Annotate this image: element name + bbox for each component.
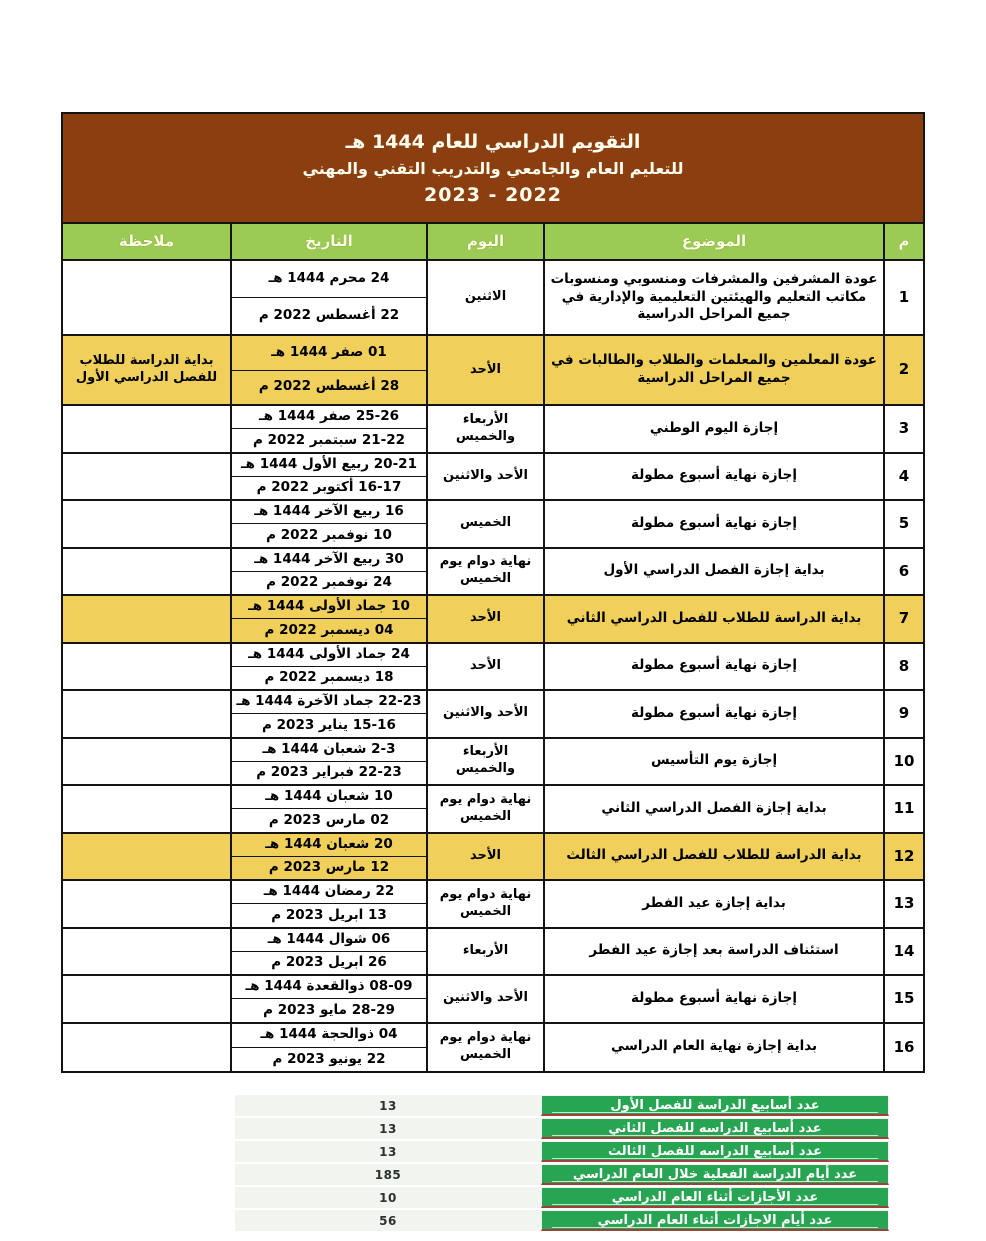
subject-cell: إجازة نهاية أسبوع مطولة — [543, 644, 883, 690]
summary-row — [61, 1095, 925, 1116]
row-number: 13 — [883, 881, 923, 927]
table-row — [63, 261, 923, 336]
gregorian-date: 28 أغسطس 2022 م — [258, 378, 400, 395]
table-row — [63, 739, 923, 787]
note-cell — [63, 881, 230, 927]
col-header-date: التاريخ — [230, 224, 426, 259]
row-number: 10 — [883, 739, 923, 785]
note-cell — [63, 501, 230, 547]
note-cell — [63, 739, 230, 785]
day-cell: الأحد والاثنين — [426, 454, 543, 500]
summary-row — [61, 1210, 925, 1231]
date-cell — [230, 644, 426, 690]
day-cell: الأحد والاثنين — [426, 691, 543, 737]
note-cell — [63, 644, 230, 690]
table-row — [63, 549, 923, 597]
hijri-date: 2-3 شعبان 1444 هـ — [232, 739, 426, 762]
summary-spacer — [889, 1164, 925, 1185]
calendar-table — [61, 112, 925, 1073]
subject-cell: إجازة نهاية أسبوع مطولة — [543, 454, 883, 500]
row-number: 7 — [883, 596, 923, 642]
subject-cell: إجازة يوم التأسيس — [543, 739, 883, 785]
hijri-date: 30 ربيع الآخر 1444 هـ — [232, 549, 426, 572]
note-cell — [63, 786, 230, 832]
note-cell — [63, 596, 230, 642]
summary-label: عدد أسابيع الدراسة للفصل الأول — [541, 1095, 889, 1116]
summary-row — [61, 1118, 925, 1139]
table-row — [63, 406, 923, 454]
title-line-2: للتعليم العام والجامعي والتدريب التقني والمهني — [302, 158, 684, 178]
table-row — [63, 834, 923, 882]
table-row — [63, 691, 923, 739]
summary-row — [61, 1187, 925, 1208]
note-cell — [63, 976, 230, 1022]
gregorian-date: 10 نوفمبر 2022 م — [266, 526, 392, 543]
row-number: 14 — [883, 929, 923, 975]
hijri-date: 10 شعبان 1444 هـ — [232, 786, 426, 809]
subject-cell: بداية إجازة الفصل الدراسي الثاني — [543, 786, 883, 832]
note-cell — [63, 549, 230, 595]
hijri-date: 01 صفر 1444 هـ — [232, 336, 426, 371]
table-body — [63, 261, 923, 1071]
summary-table — [61, 1095, 925, 1233]
table-row — [63, 976, 923, 1024]
subject-cell: بداية إجازة نهاية العام الدراسي — [543, 1024, 883, 1072]
hijri-date: 22-23 جماد الآخرة 1444 هـ — [232, 691, 426, 714]
day-cell: الأربعاء والخميس — [426, 739, 543, 785]
summary-label: عدد أيام الدراسة الفعلية خلال العام الدراسي — [541, 1164, 889, 1185]
gregorian-date: 24 نوفمبر 2022 م — [266, 574, 392, 591]
summary-value: 13 — [235, 1095, 541, 1116]
calendar-title-banner — [63, 114, 923, 224]
date-cell — [230, 454, 426, 500]
summary-value: 13 — [235, 1141, 541, 1162]
subject-cell: عودة المشرفين والمشرفات ومنسوبي ومنسوبات مكاتب التعليم والهيئتين التعليمية والإدارية في جميع المراحل الدراسية — [543, 261, 883, 334]
hijri-date: 04 ذوالحجة 1444 هـ — [232, 1024, 426, 1048]
day-cell: نهاية دوام يوم الخميس — [426, 881, 543, 927]
day-cell: نهاية دوام يوم الخميس — [426, 549, 543, 595]
date-cell — [230, 261, 426, 334]
summary-label: عدد أسابيع الدراسه للفصل الثاني — [541, 1118, 889, 1139]
day-cell: الأربعاء والخميس — [426, 406, 543, 452]
row-number: 16 — [883, 1024, 923, 1072]
table-row — [63, 644, 923, 692]
col-header-num: م — [883, 224, 923, 259]
date-cell — [230, 596, 426, 642]
row-number: 6 — [883, 549, 923, 595]
table-row — [63, 501, 923, 549]
date-cell — [230, 406, 426, 452]
gregorian-date: 12 مارس 2023 م — [268, 859, 390, 876]
gregorian-date: 26 ابريل 2023 م — [271, 954, 387, 971]
date-cell — [230, 834, 426, 880]
day-cell: الخميس — [426, 501, 543, 547]
day-cell: الأحد — [426, 834, 543, 880]
title-line-1: التقويم الدراسي للعام 1444 هـ — [345, 130, 641, 153]
subject-cell: إجازة نهاية أسبوع مطولة — [543, 501, 883, 547]
row-number: 4 — [883, 454, 923, 500]
gregorian-date: 22 أغسطس 2022 م — [258, 307, 400, 324]
summary-row — [61, 1141, 925, 1162]
table-row — [63, 336, 923, 406]
row-number: 15 — [883, 976, 923, 1022]
date-cell — [230, 739, 426, 785]
day-cell: الأحد والاثنين — [426, 976, 543, 1022]
note-cell — [63, 1024, 230, 1072]
gregorian-date: 16-17 أكتوبر 2022 م — [256, 479, 402, 496]
day-cell: نهاية دوام يوم الخميس — [426, 1024, 543, 1072]
col-header-day: اليوم — [426, 224, 543, 259]
note-cell — [63, 454, 230, 500]
summary-spacer — [889, 1095, 925, 1116]
note-cell — [63, 929, 230, 975]
note-cell: بداية الدراسة للطلاب للفصل الدراسي الأول — [63, 336, 230, 404]
note-cell — [63, 834, 230, 880]
gregorian-date: 04 ديسمبر 2022 م — [264, 621, 394, 638]
note-cell — [63, 691, 230, 737]
hijri-date: 20 شعبان 1444 هـ — [232, 834, 426, 857]
subject-cell: بداية إجازة عيد الفطر — [543, 881, 883, 927]
gregorian-date: 02 مارس 2023 م — [268, 811, 390, 828]
date-cell — [230, 1024, 426, 1072]
summary-value: 10 — [235, 1187, 541, 1208]
subject-cell: بداية الدراسة للطلاب للفصل الدراسي الثالث — [543, 834, 883, 880]
day-cell: الأحد — [426, 336, 543, 404]
table-row — [63, 1024, 923, 1072]
day-cell: الأحد — [426, 596, 543, 642]
gregorian-date: 21-22 سبتمبر 2022 م — [252, 431, 406, 448]
day-cell: الأحد — [426, 644, 543, 690]
row-number: 3 — [883, 406, 923, 452]
subject-cell: استئناف الدراسة بعد إجازة عيد الفطر — [543, 929, 883, 975]
subject-cell: بداية الدراسة للطلاب للفصل الدراسي الثاني — [543, 596, 883, 642]
day-cell: نهاية دوام يوم الخميس — [426, 786, 543, 832]
summary-label: عدد أيام الاجازات أثناء العام الدراسي — [541, 1210, 889, 1231]
date-cell — [230, 501, 426, 547]
summary-spacer — [889, 1187, 925, 1208]
summary-spacer — [889, 1118, 925, 1139]
date-cell — [230, 549, 426, 595]
row-number: 2 — [883, 336, 923, 404]
subject-cell: إجازة اليوم الوطني — [543, 406, 883, 452]
hijri-date: 24 جماد الأولى 1444 هـ — [232, 644, 426, 667]
summary-value: 13 — [235, 1118, 541, 1139]
hijri-date: 06 شوال 1444 هـ — [232, 929, 426, 952]
date-cell — [230, 881, 426, 927]
subject-cell: عودة المعلمين والمعلمات والطلاب والطالبات في جميع المراحل الدراسية — [543, 336, 883, 404]
gregorian-date: 15-16 يناير 2023 م — [262, 716, 396, 733]
summary-value: 185 — [235, 1164, 541, 1185]
table-row — [63, 596, 923, 644]
summary-row — [61, 1164, 925, 1185]
col-header-note: ملاحظة — [118, 231, 175, 250]
summary-value: 56 — [235, 1210, 541, 1231]
row-number: 5 — [883, 501, 923, 547]
date-cell — [230, 336, 426, 404]
row-number: 1 — [883, 261, 923, 334]
row-number: 9 — [883, 691, 923, 737]
date-cell — [230, 786, 426, 832]
table-row — [63, 929, 923, 977]
row-number: 8 — [883, 644, 923, 690]
title-line-3: 2022 - 2023 — [424, 183, 562, 206]
table-header-row — [63, 224, 923, 261]
gregorian-date: 13 ابريل 2023 م — [271, 906, 387, 923]
gregorian-date: 28-29 مايو 2023 م — [263, 1001, 395, 1018]
row-number: 12 — [883, 834, 923, 880]
summary-label: عدد الأجازات أثناء العام الدراسي — [541, 1187, 889, 1208]
col-header-subject: الموضوع — [543, 224, 883, 259]
gregorian-date: 18 ديسمبر 2022 م — [264, 669, 394, 686]
summary-label: عدد أسابيع الدراسه للفصل الثالث — [541, 1141, 889, 1162]
table-row — [63, 881, 923, 929]
hijri-date: 10 جماد الأولى 1444 هـ — [232, 596, 426, 619]
hijri-date: 22 رمضان 1444 هـ — [232, 881, 426, 904]
row-number: 11 — [883, 786, 923, 832]
subject-cell: إجازة نهاية أسبوع مطولة — [543, 976, 883, 1022]
summary-spacer — [889, 1210, 925, 1231]
table-row — [63, 786, 923, 834]
hijri-date: 08-09 ذوالقعدة 1444 هـ — [232, 976, 426, 999]
subject-cell: بداية إجازة الفصل الدراسي الأول — [543, 549, 883, 595]
hijri-date: 24 محرم 1444 هـ — [232, 261, 426, 298]
date-cell — [230, 691, 426, 737]
subject-cell: إجازة نهاية أسبوع مطولة — [543, 691, 883, 737]
day-cell: الأربعاء — [426, 929, 543, 975]
gregorian-date: 22 يونيو 2023 م — [272, 1050, 386, 1067]
note-cell — [63, 406, 230, 452]
hijri-date: 20-21 ربيع الأول 1444 هـ — [232, 454, 426, 477]
date-cell — [230, 976, 426, 1022]
hijri-date: 16 ربيع الآخر 1444 هـ — [232, 501, 426, 524]
date-cell — [230, 929, 426, 975]
hijri-date: 25-26 صفر 1444 هـ — [232, 406, 426, 429]
table-row — [63, 454, 923, 502]
gregorian-date: 22-23 فبراير 2023 م — [256, 764, 402, 781]
day-cell: الاثنين — [426, 261, 543, 334]
note-cell — [63, 261, 230, 334]
summary-spacer — [889, 1141, 925, 1162]
